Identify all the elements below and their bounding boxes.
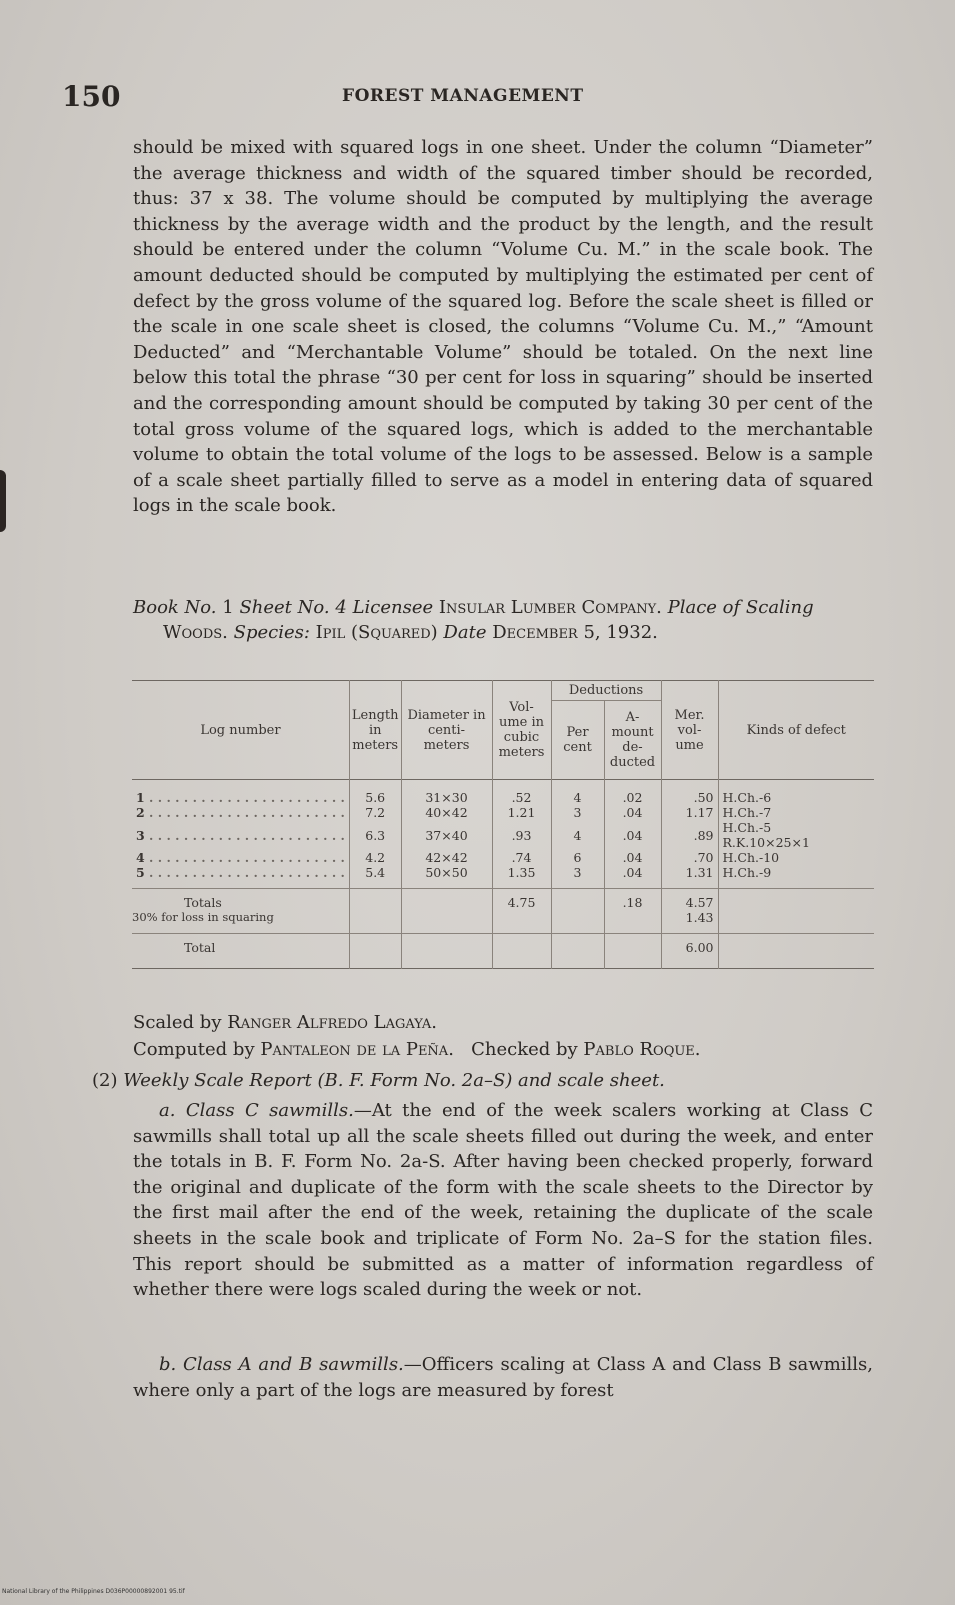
scale-sheet-table xyxy=(132,680,874,969)
scaling-date: December 5, 1932. xyxy=(492,622,658,643)
page-header xyxy=(62,80,882,120)
class-ab-paragraph: b. Class A and B sawmills.—Officers scaling at Class A and Class B sawmills, where only a part of the logs are measured by forest xyxy=(133,1354,873,1401)
checker-name: Pablo Roque. xyxy=(583,1039,701,1060)
table-row: 4 . . . 4.2 42×42 .74 6 .04 .70 H.Ch.-10 xyxy=(132,850,874,865)
body-paragraph: should be mixed with squared logs in one sheet. Under the column “Diameter” the average thickness and width of the squared timber should be recorded, thus: 37 x 38. The volume should be computed by multiplying the average thickness by the average width and the product by the length, and the result should be entered under the column “Volume Cu. M.” in the scale book. The amount deducted should be computed by multiplying the estimated per cent of defect by the gross volume of the squared log. Before the scale sheet is filled or the scale in one scale sheet is closed, the columns “Volume Cu. M.,” “Amount Deducted” and “Merchantable Volume” should be totaled. On the next line below this total the phrase “30 per cent for loss in squaring” should be inserted and the corresponding amount should be computed by taking 30 per cent of the total gross volume of the squared logs, which is added to the merchantable volume to obtain the total volume of the logs to be assessed. Below is a sample of a scale sheet partially filled to serve as a model in entering data of squared logs in the scale book. xyxy=(133,137,873,517)
species: Ipil (Squared) xyxy=(315,622,438,643)
scaler-name: Ranger Alfredo Lagaya. xyxy=(227,1012,437,1033)
page-number: 150 xyxy=(62,80,121,113)
licensee-name: Insular Lumber Company. xyxy=(438,597,662,618)
scaled-by-line: Scaled by Ranger Alfredo Lagaya. xyxy=(133,1012,437,1033)
running-title: FOREST MANAGEMENT xyxy=(342,86,584,106)
col-length: Length in meters xyxy=(349,681,401,780)
scan-footer: National Library of the Philippines D036P00000892001 95.tif xyxy=(2,1588,185,1595)
col-log-number: Log number xyxy=(200,722,281,738)
col-volume: Vol- ume in cubic meters xyxy=(492,681,551,780)
table-row: 3 . . . 6.3 37×40 .93 4 .04 .89 H.Ch.-5 R.K.10×25×1 xyxy=(132,820,874,850)
col-defects: Kinds of defect xyxy=(718,681,874,780)
binding-shadow xyxy=(0,470,6,532)
class-c-paragraph: a. Class C sawmills.—At the end of the week scalers working at Class C sawmills shall total up all the scale sheets filled out during the week, and enter the totals in B. F. Form No. 2a-S. After having been checked properly, forward the original and duplicate of the form with the scale sheets to the Director by the first mail after the end of the week, retaining the duplicate of the scale sheets in the scale book and triplicate of Form No. 2a–S for the station files. This report should be submitted as a matter of information regardless of whether there were logs scaled during the week or not. xyxy=(133,1100,873,1301)
col-amount: A- mount de- ducted xyxy=(604,701,661,780)
col-mer-volume: Mer. vol- ume xyxy=(661,681,718,780)
col-deductions: Deductions xyxy=(551,681,661,701)
totals-row: Totals 4.75 .18 4.57 xyxy=(132,889,874,911)
table-row: 1 . . . 5.6 31×30 .52 4 .02 .50 H.Ch.-6 xyxy=(132,790,874,805)
computed-by-line: Computed by Pantaleon de la Peña. Checked by Pablo Roque. xyxy=(133,1039,701,1060)
grand-total-row: Total 6.00 xyxy=(132,934,874,961)
computer-name: Pantaleon de la Peña. xyxy=(260,1039,454,1060)
squaring-row: 30% for loss in squaring 1.43 xyxy=(132,910,874,925)
section-heading: (2) Weekly Scale Report (B. F. Form No. 2a–S) and scale sheet. xyxy=(92,1070,665,1091)
table-row: 2 . . . 7.2 40×42 1.21 3 .04 1.17 H.Ch.-7 xyxy=(132,805,874,820)
scale-sheet-caption: Book No. 1 Sheet No. 4 Licensee Insular Lumber Company. Place of Scaling Woods. Species: Ipil (Squared) Date December 5, 1932. xyxy=(133,597,814,643)
col-diameter: Diameter in centi- meters xyxy=(401,681,492,780)
table-row: 5 . . . 5.4 50×50 1.35 3 .04 1.31 H.Ch.-9 xyxy=(132,865,874,880)
col-per-cent: Per cent xyxy=(551,701,604,780)
